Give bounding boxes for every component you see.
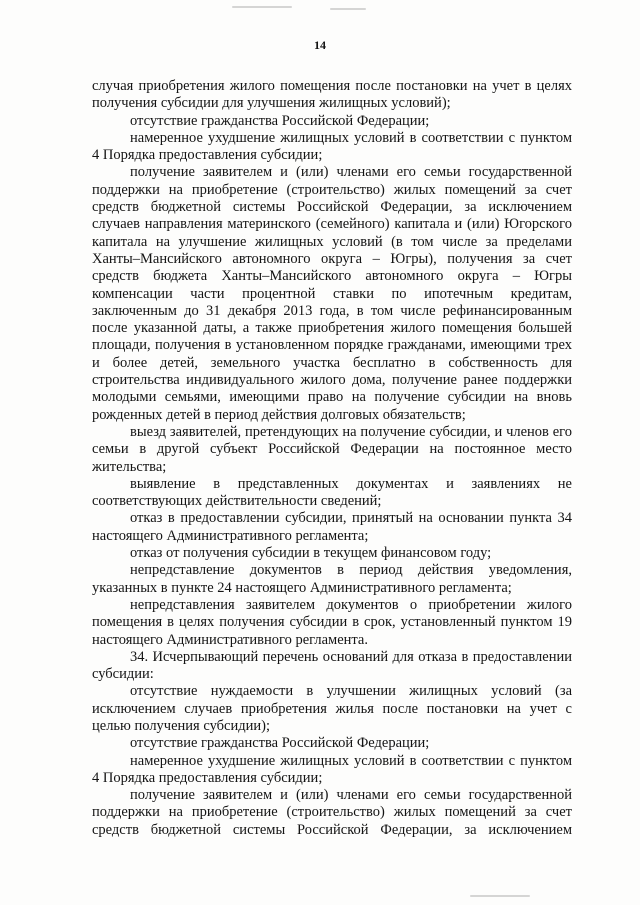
paragraph: выявление в представленных документах и заявлениях не соответствующих действительности сведений; xyxy=(92,475,572,510)
paragraph: получение заявителем и (или) членами его семьи государственной поддержки на приобретение (строительство) жилых помещений за счет средств бюджетной системы Российской Федерации, за исключением случаев направления материнского (семейного) капитала и (или) Югорского капитала на улучшение жилищных условий (в том числе за пределами Ханты–Мансийского автономного округа – Югры), получения за счет средств бюджета Ханты–Мансийского автономного округа – Югры компенсации части процентной ставки по ипотечным кредитам, заключенным до 31 декабря 2013 года, в том числе рефинансированным после указанной даты, а также приобретения жилого помещения большей площади, получения в установленном порядке гражданами, имеющими трех и более детей, земельного участка бесплатно в собственность для строительства индивидуального жилого дома, получение ранее поддержки молодыми семьями, имеющими право на получение субсидии на вновь рожденных детей в период действия долговых обязательств; xyxy=(92,164,572,423)
paragraph: отсутствие гражданства Российской Федерации; xyxy=(130,735,430,752)
scan-artifact xyxy=(232,6,292,8)
scan-artifact xyxy=(330,8,366,10)
paragraph: отказ в предоставлении субсидии, принятый на основании пункта 34 настоящего Административного регламента; xyxy=(92,510,572,544)
paragraph: отсутствие гражданства Российской Федерации; xyxy=(130,112,430,129)
paragraph: получение заявителем и (или) членами его семьи государственной поддержки на приобретение (строительство) жилых помещений за счет средств бюджетной системы Российской Федерации, за исключением xyxy=(92,787,572,838)
paragraph: отсутствие нуждаемости в улучшении жилищных условий (за исключением случаев приобретения жилья после постановки на учет с целью получения субсидии); xyxy=(92,683,572,734)
page-number: 14 xyxy=(314,38,326,52)
paragraph: непредставление документов в период действия уведомления, указанных в пункте 24 настоящего Административного регламента; xyxy=(92,562,572,596)
paragraph: выезд заявителей, претендующих на получение субсидии, и членов его семьи в другой субъект Российской Федерации на постоянное место жительства; xyxy=(92,423,572,475)
paragraph: намеренное ухудшение жилищных условий в соответствии с пунктом 4 Порядка предоставления субсидии; xyxy=(92,129,572,164)
paragraph: намеренное ухудшение жилищных условий в соответствии с пунктом 4 Порядка предоставления субсидии; xyxy=(92,752,572,786)
scan-artifact xyxy=(470,895,530,897)
section-heading-paragraph: 34. Исчерпывающий перечень оснований для отказа в предоставлении субсидии: xyxy=(92,648,572,683)
paragraph: случая приобретения жилого помещения после постановки на учет в целях получения субсидии для улучшения жилищных условий); xyxy=(92,78,572,112)
paragraph: непредставления заявителем документов о приобретении жилого помещения в целях получения субсидии в срок, установленный пунктом 19 настоящего Административного регламента. xyxy=(92,596,572,648)
paragraph: отказ от получения субсидии в текущем финансовом году; xyxy=(130,545,492,562)
document-body xyxy=(92,78,572,839)
